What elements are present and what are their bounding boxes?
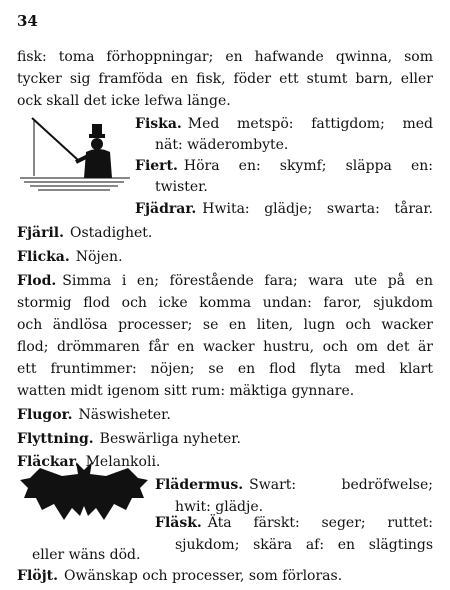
text-line: ock skall det icke lefwa länge. (17, 93, 231, 109)
entry-fladermus: Flädermus. Swart: bedröfwelse; (155, 477, 433, 493)
fisherman-illustration (20, 112, 132, 194)
text-line: sjukdom; skära af: en slägtings (175, 537, 433, 553)
text-line: tycker sig framföda en fisk, föder ett stumt barn, eller (17, 71, 433, 87)
entry-fiert: Fiert. Höra en: skymf; släppa en: (135, 158, 433, 174)
entry-flyttning: Flyttning. Beswärliga nyheter. (17, 431, 241, 447)
entry-flugor: Flugor. Näswisheter. (17, 407, 171, 423)
headword: Fjädrar. (135, 201, 197, 217)
text-line: eller wäns död. (32, 547, 141, 563)
text-line: och ändlösa processer; se en liten, lugn och wacker (17, 317, 433, 333)
entry-flicka: Flicka. Nöjen. (17, 249, 123, 265)
entry-fiska: Fiska. Med metspö: fattigdom; med (135, 116, 433, 132)
headword: Flugor. (17, 407, 73, 423)
headword: Fläckar. (17, 454, 80, 470)
text-line: hwit: glädje. (175, 499, 264, 515)
text-line: stormig flod och icke komma undan: faror, sjukdom (17, 295, 433, 311)
entry-flask: Fläsk. Äta färskt: seger; ruttet: (155, 515, 433, 531)
entry-flackar: Fläckar. Melankoli. (17, 454, 161, 470)
headword: Fiert. (135, 158, 178, 174)
headword: Flicka. (17, 249, 70, 265)
entry-flod: Flod. Simma i en; förestående fara; wara ute på en (17, 273, 433, 289)
headword: Fläsk. (155, 515, 202, 531)
page-number: 34 (17, 12, 38, 30)
text-line: nät: wäderombyte. (155, 137, 289, 153)
entry-fjadrar: Fjädrar. Hwita: glädje; swarta: tårar. (135, 201, 433, 217)
headword: Fjäril. (17, 225, 64, 241)
text-line: watten midt igenom sitt rum: mäktiga gynnare. (17, 383, 355, 399)
entry-fjaril: Fjäril. Ostadighet. (17, 225, 153, 241)
headword: Flöjt. (17, 568, 59, 584)
text-line: twister. (155, 179, 208, 195)
headword: Flyttning. (17, 431, 94, 447)
entry-flojt-visible: Flöjt. Owänskap och processer, som förloras. (17, 568, 343, 584)
text-line: ett fruntimmer: nöjen; se en flod flyta med klart (17, 361, 433, 377)
headword: Fiska. (135, 116, 182, 132)
headword: Flod. (17, 273, 57, 289)
text-line: fisk: toma förhoppningar; en hafwande qwinna, som (17, 49, 433, 65)
headword: Flädermus. (155, 477, 244, 493)
text-line: flod; drömmaren får en wacker hustru, och om det är (17, 339, 433, 355)
